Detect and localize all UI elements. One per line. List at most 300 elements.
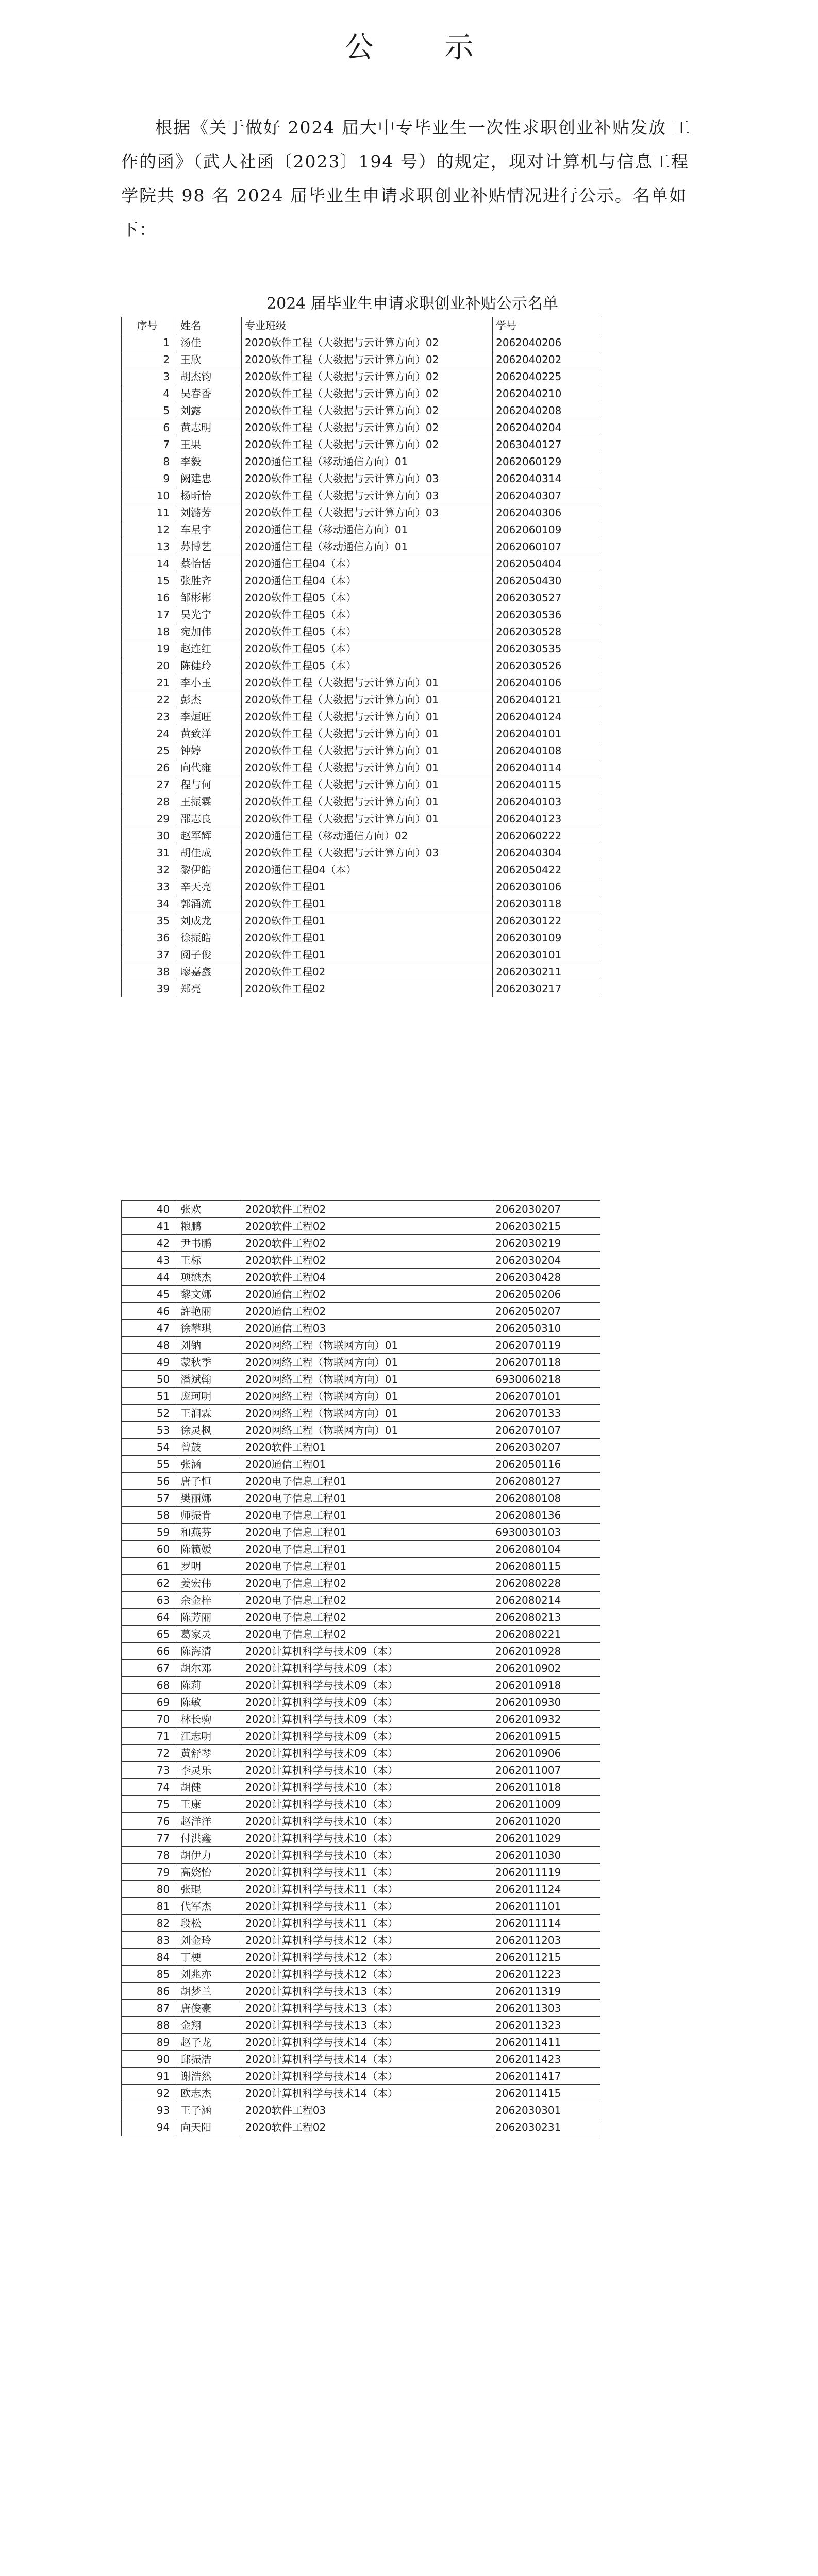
cell-name: 王润霖 bbox=[177, 1405, 242, 1422]
table-row bbox=[122, 640, 600, 657]
cell-name: 樊丽娜 bbox=[177, 1490, 242, 1507]
cell-name: 彭杰 bbox=[177, 691, 242, 708]
cell-major: 2020计算机科学与技术14（本） bbox=[242, 2068, 492, 2085]
cell-major: 2020软件工程（大数据与云计算方向）03 bbox=[242, 470, 493, 487]
cell-id: 2062040114 bbox=[493, 759, 600, 776]
table-row bbox=[122, 504, 600, 521]
table-row bbox=[122, 861, 600, 878]
cell-no: 28 bbox=[122, 793, 177, 810]
table-row bbox=[122, 980, 600, 997]
cell-no: 39 bbox=[122, 980, 177, 997]
cell-major: 2020计算机科学与技术10（本） bbox=[242, 1779, 492, 1796]
cell-major: 2020软件工程01 bbox=[242, 878, 493, 895]
cell-no: 89 bbox=[122, 2034, 177, 2051]
cell-id: 2063040127 bbox=[493, 436, 600, 453]
cell-major: 2020软件工程（大数据与云计算方向）03 bbox=[242, 487, 493, 504]
cell-name: 胡尔邓 bbox=[177, 1660, 242, 1677]
cell-no: 81 bbox=[122, 1898, 177, 1915]
cell-name: 张琨 bbox=[177, 1881, 242, 1898]
cell-no: 92 bbox=[122, 2085, 177, 2102]
table-row bbox=[122, 1643, 600, 1660]
cell-id: 2062011124 bbox=[492, 1881, 600, 1898]
cell-id: 2062040206 bbox=[493, 334, 600, 351]
cell-id: 2062040121 bbox=[493, 691, 600, 708]
page-title: 公 示 bbox=[344, 31, 505, 64]
table-row bbox=[122, 606, 600, 623]
cell-no: 19 bbox=[122, 640, 177, 657]
cell-major: 2020计算机科学与技术12（本） bbox=[242, 1966, 492, 1983]
cell-major: 2020网络工程（物联网方向）01 bbox=[242, 1422, 492, 1439]
cell-major: 2020软件工程01 bbox=[242, 929, 493, 946]
table-row bbox=[122, 1796, 600, 1813]
cell-id: 2062040204 bbox=[493, 419, 600, 436]
cell-name: 林长驹 bbox=[177, 1711, 242, 1728]
cell-major: 2020计算机科学与技术12（本） bbox=[242, 1932, 492, 1949]
cell-major: 2020电子信息工程01 bbox=[242, 1490, 492, 1507]
cell-major: 2020软件工程02 bbox=[242, 1201, 492, 1218]
cell-major: 2020软件工程（大数据与云计算方向）01 bbox=[242, 810, 493, 827]
cell-name: 王果 bbox=[177, 436, 242, 453]
cell-major: 2020软件工程02 bbox=[242, 1235, 492, 1252]
cell-name: 向天阳 bbox=[177, 2119, 242, 2136]
table-row bbox=[122, 1524, 600, 1541]
cell-id: 2062030527 bbox=[493, 589, 600, 606]
cell-no: 16 bbox=[122, 589, 177, 606]
cell-name: 陈健玲 bbox=[177, 657, 242, 674]
cell-no: 23 bbox=[122, 708, 177, 725]
cell-major: 2020计算机科学与技术13（本） bbox=[242, 1983, 492, 2000]
cell-id: 2062030207 bbox=[492, 1201, 600, 1218]
cell-major: 2020软件工程01 bbox=[242, 1439, 492, 1456]
cell-id: 2062030535 bbox=[493, 640, 600, 657]
cell-no: 30 bbox=[122, 827, 177, 844]
table-row bbox=[122, 385, 600, 402]
cell-name: 王欣 bbox=[177, 351, 242, 368]
cell-id: 2062050404 bbox=[493, 555, 600, 572]
cell-name: 罗明 bbox=[177, 1558, 242, 1575]
cell-name: 和燕芬 bbox=[177, 1524, 242, 1541]
cell-id: 2062010906 bbox=[492, 1745, 600, 1762]
table-row bbox=[122, 1711, 600, 1728]
cell-name: 胡梦兰 bbox=[177, 1983, 242, 2000]
cell-name: 吴春香 bbox=[177, 385, 242, 402]
table-row bbox=[122, 351, 600, 368]
cell-no: 3 bbox=[122, 368, 177, 385]
cell-major: 2020软件工程（大数据与云计算方向）03 bbox=[242, 504, 493, 521]
cell-major: 2020软件工程02 bbox=[242, 1218, 492, 1235]
cell-id: 2062030428 bbox=[492, 1269, 600, 1286]
table-row bbox=[122, 2017, 600, 2034]
table-row bbox=[122, 1762, 600, 1779]
table-row bbox=[122, 759, 600, 776]
cell-no: 82 bbox=[122, 1915, 177, 1932]
cell-name: 刘成龙 bbox=[177, 912, 242, 929]
cell-major: 2020软件工程（大数据与云计算方向）02 bbox=[242, 351, 493, 368]
cell-name: 刘金玲 bbox=[177, 1932, 242, 1949]
cell-name: 潘斌翰 bbox=[177, 1371, 242, 1388]
cell-major: 2020电子信息工程02 bbox=[242, 1609, 492, 1626]
cell-id: 2062080115 bbox=[492, 1558, 600, 1575]
cell-name: 阅子俊 bbox=[177, 946, 242, 963]
cell-name: 刘钠 bbox=[177, 1337, 242, 1354]
cell-name: 李灵乐 bbox=[177, 1762, 242, 1779]
cell-name: 陈莉 bbox=[177, 1677, 242, 1694]
table-row bbox=[122, 1677, 600, 1694]
cell-major: 2020软件工程05（本） bbox=[242, 640, 493, 657]
table-row bbox=[122, 1354, 600, 1371]
cell-name: 刘露 bbox=[177, 402, 242, 419]
cell-id: 2062030204 bbox=[492, 1252, 600, 1269]
cell-name: 邵志良 bbox=[177, 810, 242, 827]
table-row bbox=[122, 1473, 600, 1490]
cell-name: 許艳丽 bbox=[177, 1303, 242, 1320]
table-header-row bbox=[122, 317, 600, 334]
cell-id: 2062040304 bbox=[493, 844, 600, 861]
cell-id: 2062011101 bbox=[492, 1898, 600, 1915]
cell-id: 2062040124 bbox=[493, 708, 600, 725]
cell-name: 丁梗 bbox=[177, 1949, 242, 1966]
cell-no: 74 bbox=[122, 1779, 177, 1796]
cell-no: 20 bbox=[122, 657, 177, 674]
cell-major: 2020计算机科学与技术09（本） bbox=[242, 1728, 492, 1745]
cell-id: 2062060222 bbox=[493, 827, 600, 844]
cell-no: 18 bbox=[122, 623, 177, 640]
cell-no: 72 bbox=[122, 1745, 177, 1762]
cell-major: 2020计算机科学与技术13（本） bbox=[242, 2000, 492, 2017]
cell-major: 2020通信工程（移动通信方向）02 bbox=[242, 827, 493, 844]
cell-major: 2020网络工程（物联网方向）01 bbox=[242, 1354, 492, 1371]
cell-major: 2020软件工程（大数据与云计算方向）02 bbox=[242, 368, 493, 385]
column-header: 专业班级 bbox=[242, 317, 493, 334]
table-row bbox=[122, 1966, 600, 1983]
table-row bbox=[122, 1320, 600, 1337]
cell-id: 2062030207 bbox=[492, 1439, 600, 1456]
cell-id: 2062060129 bbox=[493, 453, 600, 470]
cell-no: 94 bbox=[122, 2119, 177, 2136]
cell-no: 87 bbox=[122, 2000, 177, 2017]
cell-id: 2062030211 bbox=[493, 963, 600, 980]
table-row bbox=[122, 1915, 600, 1932]
cell-no: 68 bbox=[122, 1677, 177, 1694]
cell-no: 60 bbox=[122, 1541, 177, 1558]
table-row bbox=[122, 572, 600, 589]
cell-no: 42 bbox=[122, 1235, 177, 1252]
table-row bbox=[122, 2068, 600, 2085]
table-row bbox=[122, 657, 600, 674]
cell-id: 2062040208 bbox=[493, 402, 600, 419]
cell-id: 2062070119 bbox=[492, 1337, 600, 1354]
cell-major: 2020软件工程（大数据与云计算方向）01 bbox=[242, 776, 493, 793]
table-row bbox=[122, 1439, 600, 1456]
cell-no: 8 bbox=[122, 453, 177, 470]
cell-name: 代军杰 bbox=[177, 1898, 242, 1915]
table-row bbox=[122, 844, 600, 861]
cell-major: 2020网络工程（物联网方向）01 bbox=[242, 1337, 492, 1354]
cell-id: 2062011319 bbox=[492, 1983, 600, 2000]
cell-id: 2062060107 bbox=[493, 538, 600, 555]
table-row bbox=[122, 1728, 600, 1745]
cell-no: 50 bbox=[122, 1371, 177, 1388]
cell-name: 赵连红 bbox=[177, 640, 242, 657]
cell-id: 2062030118 bbox=[493, 895, 600, 912]
cell-name: 黎伊皓 bbox=[177, 861, 242, 878]
table-row bbox=[122, 1218, 600, 1235]
table-row bbox=[122, 334, 600, 351]
cell-id: 2062011030 bbox=[492, 1847, 600, 1864]
cell-major: 2020软件工程02 bbox=[242, 1252, 492, 1269]
cell-name: 王振霖 bbox=[177, 793, 242, 810]
cell-name: 姜宏伟 bbox=[177, 1575, 242, 1592]
cell-no: 27 bbox=[122, 776, 177, 793]
table-row bbox=[122, 1422, 600, 1439]
cell-no: 62 bbox=[122, 1575, 177, 1592]
cell-id: 2062050206 bbox=[492, 1286, 600, 1303]
cell-id: 2062080214 bbox=[492, 1592, 600, 1609]
cell-no: 47 bbox=[122, 1320, 177, 1337]
table-row bbox=[122, 470, 600, 487]
cell-no: 35 bbox=[122, 912, 177, 929]
cell-major: 2020网络工程（物联网方向）01 bbox=[242, 1388, 492, 1405]
cell-name: 辛天亮 bbox=[177, 878, 242, 895]
cell-no: 17 bbox=[122, 606, 177, 623]
cell-id: 2062010930 bbox=[492, 1694, 600, 1711]
cell-id: 2062040314 bbox=[493, 470, 600, 487]
cell-no: 31 bbox=[122, 844, 177, 861]
cell-id: 2062080213 bbox=[492, 1609, 600, 1626]
table-row bbox=[122, 538, 600, 555]
cell-id: 2062011018 bbox=[492, 1779, 600, 1796]
cell-id: 2062030528 bbox=[493, 623, 600, 640]
cell-major: 2020计算机科学与技术13（本） bbox=[242, 2017, 492, 2034]
cell-id: 2062040202 bbox=[493, 351, 600, 368]
cell-name: 高娆怡 bbox=[177, 1864, 242, 1881]
cell-id: 2062030526 bbox=[493, 657, 600, 674]
cell-name: 徐灵枫 bbox=[177, 1422, 242, 1439]
cell-no: 84 bbox=[122, 1949, 177, 1966]
cell-no: 44 bbox=[122, 1269, 177, 1286]
table-row bbox=[122, 1830, 600, 1847]
table-row bbox=[122, 895, 600, 912]
cell-no: 80 bbox=[122, 1881, 177, 1898]
cell-id: 2062011323 bbox=[492, 2017, 600, 2034]
cell-no: 63 bbox=[122, 1592, 177, 1609]
cell-major: 2020通信工程04（本） bbox=[242, 555, 493, 572]
cell-name: 葛家灵 bbox=[177, 1626, 242, 1643]
cell-name: 赵洋洋 bbox=[177, 1813, 242, 1830]
table-row bbox=[122, 1660, 600, 1677]
cell-major: 2020网络工程（物联网方向）01 bbox=[242, 1405, 492, 1422]
table-row bbox=[122, 810, 600, 827]
cell-id: 2062010928 bbox=[492, 1643, 600, 1660]
cell-id: 2062040307 bbox=[493, 487, 600, 504]
cell-name: 曾鼓 bbox=[177, 1439, 242, 1456]
cell-no: 15 bbox=[122, 572, 177, 589]
cell-id: 2062030301 bbox=[492, 2102, 600, 2119]
cell-no: 91 bbox=[122, 2068, 177, 2085]
cell-name: 王康 bbox=[177, 1796, 242, 1813]
cell-name: 陈海清 bbox=[177, 1643, 242, 1660]
cell-no: 36 bbox=[122, 929, 177, 946]
table-row bbox=[122, 1235, 600, 1252]
table-row bbox=[122, 1881, 600, 1898]
table-row bbox=[122, 742, 600, 759]
cell-no: 25 bbox=[122, 742, 177, 759]
table-row bbox=[122, 1932, 600, 1949]
cell-name: 张欢 bbox=[177, 1201, 242, 1218]
table-row bbox=[122, 1490, 600, 1507]
table-row bbox=[122, 708, 600, 725]
cell-name: 李烜旺 bbox=[177, 708, 242, 725]
cell-no: 90 bbox=[122, 2051, 177, 2068]
cell-major: 2020计算机科学与技术11（本） bbox=[242, 1915, 492, 1932]
cell-id: 2062010918 bbox=[492, 1677, 600, 1694]
cell-id: 2062030536 bbox=[493, 606, 600, 623]
table-row bbox=[122, 1779, 600, 1796]
cell-major: 2020软件工程（大数据与云计算方向）02 bbox=[242, 436, 493, 453]
cell-no: 48 bbox=[122, 1337, 177, 1354]
cell-major: 2020计算机科学与技术10（本） bbox=[242, 1796, 492, 1813]
cell-id: 2062080221 bbox=[492, 1626, 600, 1643]
cell-name: 宛加伟 bbox=[177, 623, 242, 640]
cell-id: 2062040108 bbox=[493, 742, 600, 759]
list-title: 2024 届毕业生申请求职创业补贴公示名单 bbox=[266, 295, 558, 313]
cell-name: 郭涌流 bbox=[177, 895, 242, 912]
cell-id: 2062011223 bbox=[492, 1966, 600, 1983]
table-row bbox=[122, 1371, 600, 1388]
cell-no: 55 bbox=[122, 1456, 177, 1473]
cell-major: 2020计算机科学与技术14（本） bbox=[242, 2034, 492, 2051]
cell-no: 78 bbox=[122, 1847, 177, 1864]
cell-major: 2020通信工程（移动通信方向）01 bbox=[242, 453, 493, 470]
cell-no: 56 bbox=[122, 1473, 177, 1490]
cell-id: 6930060218 bbox=[492, 1371, 600, 1388]
cell-name: 段松 bbox=[177, 1915, 242, 1932]
table-row bbox=[122, 1269, 600, 1286]
cell-no: 69 bbox=[122, 1694, 177, 1711]
cell-major: 2020计算机科学与技术09（本） bbox=[242, 1694, 492, 1711]
cell-name: 庞珂明 bbox=[177, 1388, 242, 1405]
table-row bbox=[122, 1337, 600, 1354]
cell-id: 2062080228 bbox=[492, 1575, 600, 1592]
cell-id: 2062011423 bbox=[492, 2051, 600, 2068]
cell-no: 33 bbox=[122, 878, 177, 895]
cell-no: 73 bbox=[122, 1762, 177, 1779]
cell-name: 胡伊力 bbox=[177, 1847, 242, 1864]
cell-major: 2020计算机科学与技术14（本） bbox=[242, 2085, 492, 2102]
cell-major: 2020计算机科学与技术12（本） bbox=[242, 1949, 492, 1966]
table-row bbox=[122, 725, 600, 742]
cell-id: 2062010902 bbox=[492, 1660, 600, 1677]
cell-major: 2020通信工程03 bbox=[242, 1320, 492, 1337]
cell-no: 70 bbox=[122, 1711, 177, 1728]
table-row bbox=[122, 1575, 600, 1592]
cell-name: 蒙秋季 bbox=[177, 1354, 242, 1371]
cell-id: 2062040123 bbox=[493, 810, 600, 827]
table-row bbox=[122, 691, 600, 708]
cell-major: 2020软件工程（大数据与云计算方向）02 bbox=[242, 385, 493, 402]
table-row bbox=[122, 1847, 600, 1864]
cell-id: 2062040103 bbox=[493, 793, 600, 810]
cell-name: 金翔 bbox=[177, 2017, 242, 2034]
cell-name: 黄志明 bbox=[177, 419, 242, 436]
cell-id: 2062030122 bbox=[493, 912, 600, 929]
cell-no: 64 bbox=[122, 1609, 177, 1626]
cell-major: 2020计算机科学与技术09（本） bbox=[242, 1660, 492, 1677]
table-row bbox=[122, 2000, 600, 2017]
cell-name: 江志明 bbox=[177, 1728, 242, 1745]
cell-name: 邹彬彬 bbox=[177, 589, 242, 606]
cell-major: 2020软件工程02 bbox=[242, 980, 493, 997]
cell-id: 2062050310 bbox=[492, 1320, 600, 1337]
cell-major: 2020电子信息工程02 bbox=[242, 1575, 492, 1592]
table-row bbox=[122, 436, 600, 453]
table-row bbox=[122, 453, 600, 470]
table-row bbox=[122, 487, 600, 504]
cell-no: 46 bbox=[122, 1303, 177, 1320]
cell-name: 程与何 bbox=[177, 776, 242, 793]
cell-name: 王标 bbox=[177, 1252, 242, 1269]
cell-no: 32 bbox=[122, 861, 177, 878]
cell-id: 2062040115 bbox=[493, 776, 600, 793]
cell-major: 2020软件工程（大数据与云计算方向）01 bbox=[242, 708, 493, 725]
table-row bbox=[122, 2085, 600, 2102]
cell-major: 2020软件工程01 bbox=[242, 895, 493, 912]
cell-id: 2062011417 bbox=[492, 2068, 600, 2085]
table-row bbox=[122, 1813, 600, 1830]
table-row bbox=[122, 963, 600, 980]
cell-major: 2020通信工程04（本） bbox=[242, 861, 493, 878]
intro-paragraph: 根据《关于做好 2024 届大中专毕业生一次性求职创业补贴发放 工作的函》（武人社函〔2023〕194 号）的规定，现对计算机与信息工程学院共 98 名 2024 届毕业生申请求职创业补贴情况进行公示。名单如下： bbox=[121, 117, 691, 240]
cell-name: 刘潞芳 bbox=[177, 504, 242, 521]
cell-id: 2062011215 bbox=[492, 1949, 600, 1966]
table-row bbox=[122, 1592, 600, 1609]
table-row bbox=[122, 1745, 600, 1762]
cell-major: 2020网络工程（物联网方向）01 bbox=[242, 1371, 492, 1388]
table-row bbox=[122, 1456, 600, 1473]
cell-major: 2020通信工程（移动通信方向）01 bbox=[242, 521, 493, 538]
cell-major: 2020软件工程（大数据与云计算方向）02 bbox=[242, 419, 493, 436]
cell-id: 2062040101 bbox=[493, 725, 600, 742]
table-row bbox=[122, 1983, 600, 2000]
table-row bbox=[122, 521, 600, 538]
cell-no: 51 bbox=[122, 1388, 177, 1405]
cell-major: 2020计算机科学与技术11（本） bbox=[242, 1864, 492, 1881]
cell-no: 7 bbox=[122, 436, 177, 453]
cell-no: 12 bbox=[122, 521, 177, 538]
cell-id: 2062050430 bbox=[493, 572, 600, 589]
cell-major: 2020软件工程02 bbox=[242, 963, 493, 980]
cell-no: 5 bbox=[122, 402, 177, 419]
table-row bbox=[122, 2051, 600, 2068]
table-row bbox=[122, 878, 600, 895]
table-row bbox=[122, 1405, 600, 1422]
cell-major: 2020软件工程（大数据与云计算方向）01 bbox=[242, 674, 493, 691]
cell-name: 黄舒琴 bbox=[177, 1745, 242, 1762]
table-row bbox=[122, 1694, 600, 1711]
cell-name: 苏博艺 bbox=[177, 538, 242, 555]
cell-no: 49 bbox=[122, 1354, 177, 1371]
cell-major: 2020电子信息工程02 bbox=[242, 1626, 492, 1643]
cell-no: 79 bbox=[122, 1864, 177, 1881]
cell-major: 2020计算机科学与技术10（本） bbox=[242, 1762, 492, 1779]
cell-id: 2062060109 bbox=[493, 521, 600, 538]
cell-name: 李毅 bbox=[177, 453, 242, 470]
cell-id: 2062080108 bbox=[492, 1490, 600, 1507]
table-row bbox=[122, 623, 600, 640]
cell-id: 2062040106 bbox=[493, 674, 600, 691]
cell-id: 2062040210 bbox=[493, 385, 600, 402]
cell-no: 57 bbox=[122, 1490, 177, 1507]
